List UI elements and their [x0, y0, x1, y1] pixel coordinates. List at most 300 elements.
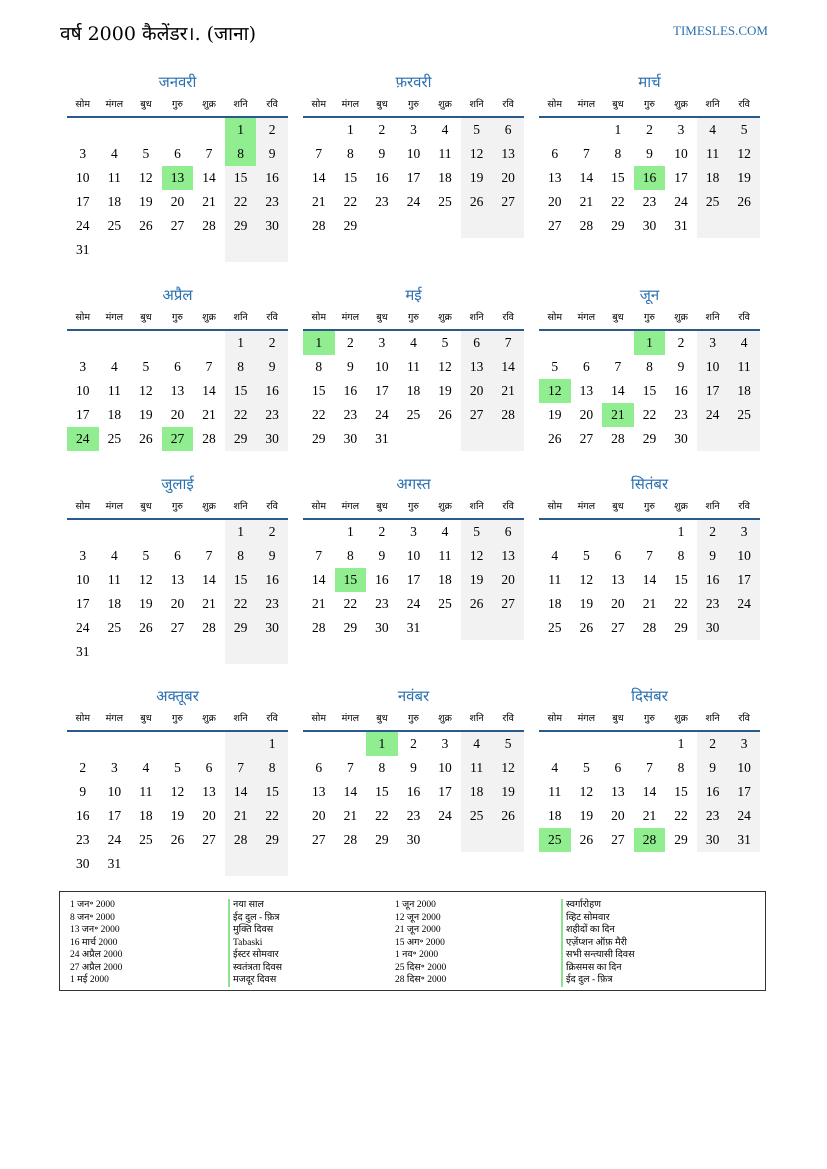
- day-cell: 26: [438, 407, 452, 422]
- day-cell: 4: [728, 331, 760, 355]
- day-cell: 22: [343, 596, 358, 611]
- day-empty: [303, 520, 335, 544]
- day-cell: 17: [728, 780, 760, 804]
- month-name: मई: [405, 286, 422, 304]
- day-cell: 3: [378, 335, 386, 350]
- day-cell: 9: [256, 355, 288, 379]
- weekday-header: [539, 307, 760, 331]
- weekday-label: गुरु: [407, 713, 419, 724]
- day-cell: 14: [343, 784, 358, 799]
- day-cell: 1: [225, 520, 257, 544]
- day-cell: 26: [728, 190, 760, 214]
- weekday-label: सोम: [75, 99, 91, 110]
- weekday-label: बुध: [376, 99, 388, 110]
- day-empty: [193, 732, 225, 756]
- day-cell: 6: [614, 760, 622, 775]
- day-cell: 16: [256, 568, 288, 592]
- weekday-label: शुक्र: [674, 713, 688, 724]
- weekday-label: रवि: [738, 99, 750, 110]
- day-empty: [492, 616, 524, 640]
- weekday-label: बुध: [376, 501, 388, 512]
- day-cell: 11: [548, 572, 562, 587]
- day-cell: 1: [677, 736, 685, 751]
- day-cell: 9: [410, 760, 417, 775]
- day-cell: 5: [551, 359, 559, 374]
- weekday-label: गुरु: [407, 312, 419, 323]
- day-cell: 8: [346, 146, 354, 161]
- weekday-label: गुरु: [643, 312, 655, 323]
- day-cell: 15: [674, 784, 688, 799]
- weekday-label: शुक्र: [202, 312, 216, 323]
- weekday-label: मंगल: [577, 99, 596, 110]
- day-cell: 1: [256, 732, 288, 756]
- day-cell: 25: [548, 620, 562, 635]
- day-cell: 19: [438, 383, 452, 398]
- day-cell: 14: [202, 383, 216, 398]
- day-cell: 30: [697, 828, 729, 852]
- weekday-label: सोम: [75, 501, 91, 512]
- day-cell: 8: [225, 544, 257, 568]
- day-empty: [130, 640, 162, 664]
- day-cell: 20: [611, 596, 625, 611]
- legend-names-1: [228, 899, 282, 987]
- month-name: सितंबर: [630, 475, 669, 493]
- day-cell: 17: [697, 379, 729, 403]
- month-name: दिसंबर: [631, 687, 668, 705]
- legend-entry: व्हिट सोमवार: [566, 912, 610, 923]
- day-cell: 6: [614, 548, 622, 563]
- day-cell: 3: [79, 359, 87, 374]
- day-cell: 12: [461, 142, 493, 166]
- day-cell: 15: [642, 383, 657, 398]
- weekday-label: गुरु: [171, 312, 183, 323]
- day-cell: 30: [76, 856, 90, 871]
- weekday-label: शुक्र: [674, 312, 688, 323]
- day-cell: 23: [697, 592, 729, 616]
- day-empty: [461, 214, 493, 238]
- day-cell: 21: [642, 596, 657, 611]
- day-cell: 26: [139, 218, 153, 233]
- day-cell: 2: [256, 331, 288, 355]
- day-cell: 10: [697, 355, 729, 379]
- day-cell: 17: [107, 808, 122, 823]
- weekday-label: शुक्र: [674, 501, 688, 512]
- weekday-label: मंगल: [341, 501, 360, 512]
- month-name: मार्च: [638, 73, 661, 91]
- day-cell: 19: [492, 780, 524, 804]
- day-cell: 13: [312, 784, 326, 799]
- day-cell: 25: [461, 804, 493, 828]
- day-cell: 6: [205, 760, 213, 775]
- day-cell: 8: [677, 548, 685, 563]
- day-cell: 7: [315, 548, 323, 563]
- day-cell: 9: [79, 784, 87, 799]
- day-cell: 27: [461, 403, 493, 427]
- weekday-label: रवि: [266, 713, 278, 724]
- day-cell: 31: [107, 856, 122, 871]
- day-cell: 20: [579, 407, 594, 422]
- day-cell: 27: [492, 190, 524, 214]
- day-cell: 9: [378, 146, 386, 161]
- weekday-header: [67, 307, 288, 331]
- weekday-label: मंगल: [105, 713, 124, 724]
- day-empty: [634, 520, 666, 544]
- legend-entry: ईस्टर सोमवार: [233, 950, 279, 960]
- weekday-label: रवि: [266, 501, 278, 512]
- day-cell: 12: [728, 142, 760, 166]
- weekday-label: मंगल: [341, 312, 360, 323]
- weekday-label: मंगल: [105, 99, 124, 110]
- day-cell: 13: [492, 142, 524, 166]
- day-cell: 30: [697, 616, 729, 640]
- day-cell: 8: [315, 359, 323, 374]
- day-cell: 2: [378, 122, 386, 137]
- weekday-label: सोम: [311, 713, 327, 724]
- day-cell: 1: [225, 331, 257, 355]
- weekday-label: रवि: [738, 312, 750, 323]
- weekday-label: शनि: [705, 713, 720, 724]
- day-cell-holiday: 24: [67, 427, 99, 451]
- day-cell: 5: [728, 118, 760, 142]
- day-cell: 25: [107, 431, 122, 446]
- weekday-label: रवि: [266, 99, 278, 110]
- weekday-label: शुक्र: [438, 99, 452, 110]
- day-cell: 15: [674, 572, 688, 587]
- day-empty: [193, 520, 225, 544]
- day-cell: 9: [697, 756, 729, 780]
- day-cell: 9: [346, 359, 354, 374]
- day-empty: [162, 520, 194, 544]
- weekday-label: मंगल: [341, 713, 360, 724]
- day-cell: 29: [256, 828, 288, 852]
- weekday-label: गुरु: [171, 501, 183, 512]
- day-empty: [461, 828, 493, 852]
- day-cell: 18: [107, 194, 122, 209]
- day-empty: [539, 331, 571, 355]
- day-cell: 19: [170, 808, 185, 823]
- day-cell: 8: [677, 760, 685, 775]
- day-cell: 9: [256, 142, 288, 166]
- weekday-label: शनि: [233, 713, 248, 724]
- day-cell: 4: [110, 548, 118, 563]
- day-cell-holiday: 21: [602, 403, 634, 427]
- day-cell: 11: [728, 355, 760, 379]
- day-cell: 9: [378, 548, 386, 563]
- day-cell-holiday: 13: [162, 166, 194, 190]
- weekday-label: शुक्र: [674, 99, 688, 110]
- legend-dates-1: [70, 899, 122, 987]
- day-empty: [256, 640, 288, 664]
- day-empty: [728, 214, 760, 238]
- day-cell: 19: [139, 596, 153, 611]
- weekday-label: रवि: [738, 501, 750, 512]
- day-cell: 19: [579, 596, 594, 611]
- month-block: [303, 684, 524, 852]
- day-cell: 4: [110, 359, 118, 374]
- legend-entry: 1 मई 2000: [70, 975, 109, 985]
- day-cell: 7: [492, 331, 524, 355]
- day-empty: [225, 732, 257, 756]
- weekday-label: मंगल: [341, 99, 360, 110]
- day-cell: 28: [225, 828, 257, 852]
- day-cell: 11: [107, 572, 121, 587]
- day-cell: 16: [256, 379, 288, 403]
- day-cell: 18: [461, 780, 493, 804]
- day-cell: 1: [346, 122, 354, 137]
- day-empty: [193, 640, 225, 664]
- day-cell: 27: [611, 832, 625, 847]
- day-cell: 26: [139, 620, 153, 635]
- legend-entry: क्रिसमस का दिन: [566, 962, 622, 973]
- weekday-label: शुक्र: [202, 713, 216, 724]
- day-cell: 20: [461, 379, 493, 403]
- day-cell: 16: [375, 170, 389, 185]
- day-empty: [303, 118, 335, 142]
- day-cell: 23: [256, 403, 288, 427]
- day-empty: [429, 828, 461, 852]
- day-cell: 2: [677, 335, 685, 350]
- day-cell: 14: [642, 784, 657, 799]
- day-empty: [398, 214, 430, 238]
- legend-entry: Tabaski: [233, 937, 263, 948]
- day-cell: 13: [170, 572, 185, 587]
- day-cell: 30: [256, 214, 288, 238]
- day-cell: 23: [375, 194, 389, 209]
- day-empty: [225, 238, 257, 262]
- day-cell: 25: [139, 832, 153, 847]
- day-cell: 31: [375, 431, 389, 446]
- day-empty: [539, 732, 571, 756]
- day-cell: 28: [611, 431, 625, 446]
- day-cell: 3: [728, 732, 760, 756]
- day-cell: 11: [461, 756, 493, 780]
- day-cell: 17: [76, 194, 90, 209]
- month-block: [67, 70, 288, 262]
- weekday-label: गुरु: [643, 501, 655, 512]
- day-cell: 7: [225, 756, 257, 780]
- month-block: [539, 283, 760, 451]
- weekday-label: शनि: [233, 99, 248, 110]
- weekday-header: [67, 496, 288, 520]
- day-cell: 3: [79, 548, 87, 563]
- day-cell: 22: [256, 804, 288, 828]
- weekday-label: बुध: [612, 99, 624, 110]
- day-cell: 5: [582, 548, 590, 563]
- day-cell: 20: [492, 166, 524, 190]
- weekday-label: बुध: [140, 501, 152, 512]
- day-cell: 1: [677, 524, 685, 539]
- day-cell: 7: [205, 548, 213, 563]
- day-cell: 29: [225, 427, 257, 451]
- day-empty: [429, 616, 461, 640]
- day-cell: 19: [461, 166, 493, 190]
- day-cell: 26: [170, 832, 185, 847]
- day-cell: 24: [76, 620, 90, 635]
- day-cell: 11: [438, 146, 452, 161]
- day-cell: 20: [202, 808, 216, 823]
- day-cell: 23: [674, 407, 688, 422]
- day-empty: [225, 640, 257, 664]
- day-cell: 3: [728, 520, 760, 544]
- day-cell: 9: [677, 359, 685, 374]
- day-empty: [429, 214, 461, 238]
- weekday-label: सोम: [547, 312, 563, 323]
- day-empty: [602, 331, 634, 355]
- day-cell: 2: [256, 118, 288, 142]
- day-cell: 18: [438, 572, 452, 587]
- day-cell: 30: [406, 832, 421, 847]
- day-cell: 28: [492, 403, 524, 427]
- day-cell: 11: [697, 142, 729, 166]
- day-cell: 3: [110, 760, 118, 775]
- weekday-header: [67, 94, 288, 118]
- day-cell: 9: [256, 544, 288, 568]
- day-cell: 15: [225, 379, 257, 403]
- weekday-label: शनि: [469, 312, 484, 323]
- day-cell: 2: [697, 732, 729, 756]
- day-cell: 12: [461, 544, 493, 568]
- day-cell: 20: [170, 194, 185, 209]
- day-cell: 20: [492, 568, 524, 592]
- day-cell: 27: [548, 218, 562, 233]
- day-cell: 7: [315, 146, 323, 161]
- day-cell: 6: [174, 146, 181, 161]
- weekday-header: [539, 94, 760, 118]
- weekday-label: सोम: [311, 99, 327, 110]
- day-cell: 3: [410, 122, 417, 137]
- day-cell: 6: [461, 331, 493, 355]
- day-cell: 9: [646, 146, 653, 161]
- day-cell: 3: [410, 524, 417, 539]
- month-block: [539, 684, 760, 852]
- day-cell: 8: [225, 355, 257, 379]
- weekday-label: मंगल: [105, 501, 124, 512]
- legend-entry: ईद दुल - फ़ित्र: [233, 912, 280, 923]
- legend-entry: शहीदों का दिन: [566, 925, 615, 935]
- month-block: [303, 472, 524, 640]
- day-empty: [335, 732, 367, 756]
- weekday-label: बुध: [140, 713, 152, 724]
- day-cell: 19: [579, 808, 594, 823]
- day-cell-holiday: 27: [162, 427, 194, 451]
- day-cell: 24: [438, 808, 452, 823]
- day-cell: 7: [646, 548, 653, 563]
- day-cell: 7: [646, 760, 653, 775]
- day-empty: [67, 118, 99, 142]
- day-cell: 17: [674, 170, 688, 185]
- day-empty: [256, 852, 288, 876]
- day-cell: 29: [312, 431, 326, 446]
- day-grid: [539, 331, 760, 451]
- day-cell: 23: [256, 592, 288, 616]
- day-empty: [99, 238, 131, 262]
- day-cell: 12: [579, 572, 594, 587]
- day-cell: 27: [611, 620, 625, 635]
- day-cell: 13: [170, 383, 185, 398]
- day-cell: 10: [76, 383, 90, 398]
- day-cell: 5: [582, 760, 590, 775]
- day-cell: 1: [346, 524, 354, 539]
- day-cell: 5: [492, 732, 524, 756]
- weekday-label: शुक्र: [438, 713, 452, 724]
- day-cell: 30: [343, 431, 358, 446]
- day-cell: 5: [142, 146, 150, 161]
- weekday-label: रवि: [502, 713, 514, 724]
- day-cell: 26: [548, 431, 562, 446]
- day-empty: [67, 732, 99, 756]
- day-cell: 31: [76, 644, 90, 659]
- weekday-label: शनि: [705, 312, 720, 323]
- day-cell: 22: [312, 407, 326, 422]
- day-cell: 10: [76, 572, 90, 587]
- day-cell: 18: [406, 383, 421, 398]
- day-cell: 10: [674, 146, 688, 161]
- day-empty: [539, 118, 571, 142]
- legend-entry: नया साल: [233, 900, 264, 910]
- weekday-label: बुध: [612, 713, 624, 724]
- day-cell: 15: [611, 170, 625, 185]
- day-cell: 28: [202, 218, 216, 233]
- site-link[interactable]: TIMESLES.COM: [673, 23, 768, 38]
- weekday-label: गुरु: [171, 713, 183, 724]
- page-title: वर्ष 2000 कैलेंडर।. (जाना): [60, 23, 256, 45]
- day-cell: 6: [315, 760, 323, 775]
- day-cell: 25: [438, 596, 452, 611]
- day-cell: 11: [107, 383, 121, 398]
- day-cell: 13: [579, 383, 594, 398]
- month-block: [67, 684, 288, 876]
- day-cell: 1: [614, 122, 622, 137]
- day-empty: [571, 331, 603, 355]
- day-cell: 18: [438, 170, 452, 185]
- day-cell: 21: [492, 379, 524, 403]
- weekday-header: [67, 708, 288, 732]
- day-cell: 10: [107, 784, 122, 799]
- day-cell: 15: [312, 383, 326, 398]
- day-cell: 4: [410, 335, 417, 350]
- month-name: अगस्त: [396, 475, 431, 493]
- legend-entry: सभी सन्त्यासी दिवस: [566, 950, 635, 960]
- legend-entry: 27 अप्रैल 2000: [70, 962, 123, 973]
- day-empty: [193, 238, 225, 262]
- day-cell: 24: [697, 403, 729, 427]
- day-cell: 21: [642, 808, 657, 823]
- day-cell: 28: [202, 431, 216, 446]
- day-cell: 23: [375, 596, 389, 611]
- day-cell: 25: [107, 218, 122, 233]
- day-empty: [461, 616, 493, 640]
- day-cell: 24: [674, 194, 688, 209]
- day-cell: 19: [548, 407, 562, 422]
- day-grid: [303, 732, 524, 852]
- day-cell: 25: [728, 403, 760, 427]
- day-empty: [130, 331, 162, 355]
- day-cell: 22: [611, 194, 625, 209]
- day-cell: 17: [375, 383, 389, 398]
- day-cell: 4: [110, 146, 118, 161]
- day-cell: 21: [343, 808, 358, 823]
- day-empty: [130, 238, 162, 262]
- day-cell: 29: [674, 832, 688, 847]
- day-empty: [130, 118, 162, 142]
- day-cell: 21: [202, 194, 216, 209]
- day-cell: 4: [461, 732, 493, 756]
- day-cell: 7: [614, 359, 622, 374]
- day-empty: [193, 118, 225, 142]
- day-cell: 21: [579, 194, 594, 209]
- weekday-label: सोम: [311, 501, 327, 512]
- day-cell: 2: [646, 122, 653, 137]
